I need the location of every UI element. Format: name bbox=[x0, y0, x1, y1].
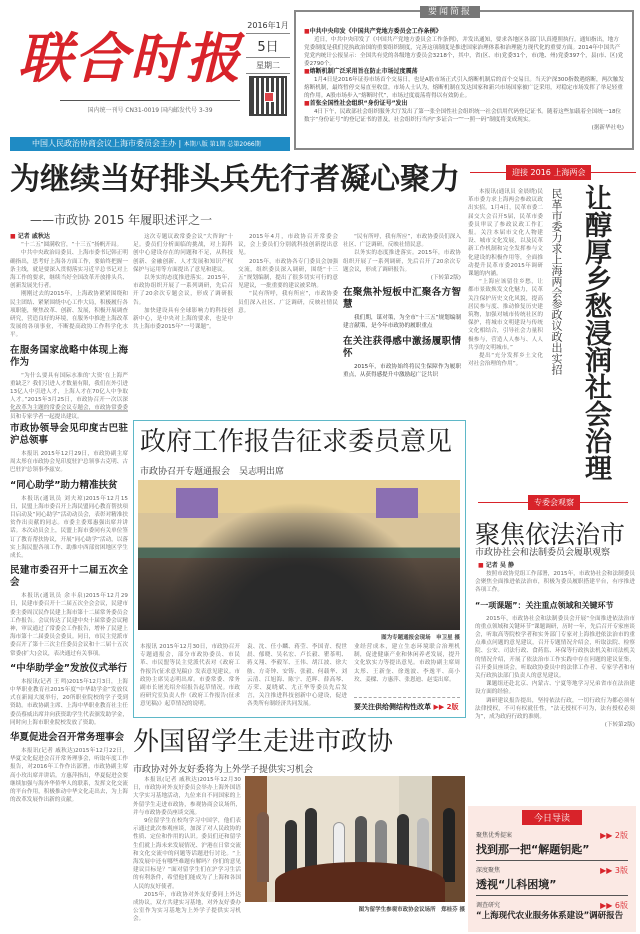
paragraph: 提出“充分发挥乡土文化对社会治理的作用”。 bbox=[468, 353, 543, 368]
left-story-body: 本报讯 2015年12月29日，市政协副主席周太彤在市政协会见印度驻沪总领事古克明、古巴驻沪总领事李兹安。 bbox=[10, 451, 128, 474]
see-more-link[interactable] bbox=[354, 697, 460, 712]
paragraph: 刚刚过去的2015年，上海政协紧紧围绕和民主团结、紧紧围绕中心工作大局，积极履行各项职能，聚焦改革、创新、发展，积极开展调查研究，营造良好的环境，在服务中推进上海改革发展的各项事业，不断提高政协工作科学化水平。 bbox=[10, 291, 128, 339]
paragraph: 中共中央政治局委员、上海市委书记韩正明确指出，思考好上海各方面工作，要始终把握一条主线，就是要深入贯彻落实习近平总书记对上海工作的要求，继续当好全国改革开放排头兵、创新发展先行者。 bbox=[10, 250, 128, 290]
left-story-title[interactable]: “同心助学”助力精准扶贫 bbox=[10, 479, 118, 491]
lead-subhead: 在服务国家战略中体现上海作为 bbox=[10, 344, 128, 368]
date-box bbox=[246, 18, 290, 74]
feature-body bbox=[468, 188, 543, 470]
news-body: 近日，中共中央印发了《中国共产党地方委员会工作条例》，并发出通知，要求各地区各部门认真遵照执行。通知指出，地方党委制度是我们党执政治国的重要组织制度，完善这项制度是推进国家治理体系和治理能力现代化的重要方面。2014年中国共产党党内统计公报显示：全国共有党的各级地方委员会3218个，其中，省(区、市)党委31个，市(地、州)党委397个，县(市、区)党委2790个。 bbox=[304, 37, 624, 67]
see-more-text: 要关注供给侧结构性改革 bbox=[354, 703, 431, 711]
news-heading[interactable]: ■ 熔断机制广泛采用旨在防止市场过度震荡 bbox=[304, 68, 624, 76]
page-ref: ▶▶ 6版 bbox=[600, 901, 628, 910]
guide-headline: 找到那一把“解题钥匙” bbox=[476, 843, 590, 856]
guide-kicker: 聚焦优秀提案 bbox=[476, 832, 513, 839]
students-photo bbox=[245, 776, 465, 902]
lead-subhead: 在关注获得感中激扬履职情怀 bbox=[343, 335, 461, 359]
weekday: 星期二 bbox=[246, 58, 290, 74]
date-day: 5日 bbox=[246, 34, 290, 58]
paragraph: “为什么要具有国际水准的‘大资’在上海严重缺乏？我们引进人才数量有限，我们在外引进13亿人中引进人才，上海人才在70亿人中争取人才。”2015年3月25日，市政协召开一次以深化改革为主题的常委会议专题会，市政协常委委员和专家学者一起提出建议。 bbox=[10, 372, 128, 420]
feature-vertical-title[interactable]: 让醇厚乡愁浸润社会治理 bbox=[580, 184, 611, 481]
paragraph: 这次专题议政常委会议“大咨询”十足。委员们分析面临的挑战，对上海科创中心建设存在的问题和不足，从科技创新、金融创新、人才发展和知识产权保护与运用等方面提出了意见和建议。 bbox=[133, 234, 233, 273]
date-year-month: 2016年1月 bbox=[246, 18, 290, 34]
lead-byline: ■ 记者 戚秋达 bbox=[10, 233, 128, 241]
gov-report-subtitle: 市政协召开专题通报会 吴志明出席 bbox=[140, 467, 285, 477]
gov-report-col-2: 袁、沈、任小麟、蒋莹、李国青、倪世晨、郁晓、吴名宏、卢长毅、瞿茶明、蒋义翔、李毅军、王伟、胡江波、徐大舫、方奇钟、安铸、张毅、何载华、刘云清、江旭海、陈宁、范晖、薛高琴、万荣、夏晓斌、尤正华等委员先后发言，关注推进科技创新中心建设，促进各类所有制经济共同发展。 bbox=[247, 644, 347, 708]
paragraph: 2015年，市政协各专门委员会加强交流，组织委员深入调研，围绕“十三五”规划编制，提出了很多切实可行的意见建议，一批重要的建议被采纳。 bbox=[238, 258, 338, 290]
guide-item[interactable] bbox=[476, 863, 628, 896]
left-story-title[interactable]: 华夏促进会召开常务理事会 bbox=[10, 732, 125, 744]
committee-subtitle: 市政协社会和法制委员会履职观察 bbox=[475, 548, 611, 558]
gov-report-col-3: 业经营成本，建立生态环境联合治理机制，促进健康产业和休闲养老发展，提升文化软实力等提出意见。市政协副主席周太彤、王新奎、徐逸波、李逸平、高小玫、姜樑、方惠萍、张恩迪、赵雯出席。 bbox=[354, 644, 460, 683]
paragraph: “民有所呼，我有所应”，市政协委员们深入社区、广泛调研，反映社情民意。 bbox=[238, 291, 338, 314]
lead-headline[interactable]: 为继续当好排头兵先行者凝心聚力 bbox=[10, 162, 460, 197]
left-story-body: 本报讯(通讯员 余丰泉)2015年12月29日，民建市委召开十二届五次全会会议，民建市委主委周汉民作民建上海市第十二届常务委员会工作报告。会议传达了民建中央十届常委会议精神，审议通过了常委会工作报告，增补了民建上海市第十二届委员会委员。同日，市民主党派市委召开了第十三次主任委员会议和十二届十五次常委(扩大)会议，表决通过有关事项。 bbox=[10, 593, 128, 657]
guide-title: 今日导读 bbox=[522, 810, 582, 825]
screen-image bbox=[376, 488, 418, 518]
screen-image bbox=[176, 488, 218, 518]
paragraph: 本报讯(通讯员 金晨晓)民革市委力求上海两会参政议政出实招。1月4日，民革市委二届交大会召开5届，民革市委委员审议了参政议政工作汇报。关注本届市文化人物建设、城市文化发展，以及民革新工作机制和完全发挥参与文化建设的积极作用等，全面推动提升民革市委2015年调研课题的内涵。 bbox=[468, 189, 543, 278]
students-body bbox=[133, 776, 241, 923]
paragraph: 加快建设具有全球影响力的科技创新中心，是中央对上海的要求，也是中共上海市委2015年“一号课题”。 bbox=[133, 307, 233, 331]
left-story-title[interactable]: 民建市委召开十二届五次全会 bbox=[10, 565, 128, 589]
lead-column-3 bbox=[238, 233, 338, 398]
left-story-body: 本报讯(通讯员 刘夫琼)2015年12月15日，民盟上海市委召开上海民盟同心教育帮扶项目启动及“同心助学”活动动员会，表彰对精准扶贫作出贡献的同志。市委主委郑惠强出席并讲话。本次动员会上，民盟上海市委同有关单位签订了教育帮扶协议，开展“同心助学”活动，以落实上海民盟各项工作、助推中西部贫困地区学生成长。 bbox=[10, 495, 128, 560]
lead-column-1 bbox=[10, 233, 128, 420]
page-ref: ▶▶ 3版 bbox=[600, 866, 628, 875]
news-body: 1月4日是2016年证券市场首个交易日，也是A股市场正式引入熔断机制后的首个交易日。当天沪深300指数遇熔断，两次触发熔断机制，最终暂停交易直至收盘。市场人士认为，熔断机制在发达国家和新兴市场国家被广泛采用，对稳定市场发挥了举足轻重的作用。A股市场步入“熔断时代”，市场过度震荡将得以有效防止。 bbox=[304, 77, 624, 99]
paragraph: 以务实的态度推进落实。2015年，市政协组织开展了一系列调研，先后召开了20余次专题会议，形成了调研报告。 bbox=[133, 275, 233, 306]
paragraph: 按照市政协党组工作部署，2015年，市政协社会和法制委员会聚焦全面推进依法治市，积极为委员履职搭建平台，有序推进各项工作。 bbox=[475, 571, 635, 594]
paragraph: “十二五”圆满收官，“十三五”扬帆开局。 bbox=[21, 242, 123, 249]
lead-subtitle: ——市政协 2015 年履职述评之一 bbox=[30, 213, 213, 227]
paragraph: 本报讯(记者 戚秋达)2015年12月30日，市政协对外友好委员会举办上海外国语大学实习基地活动，九位来自不同国家的上外留学生走进市政协，参观协商会议场所，并与市政协委员座谈交流。 bbox=[133, 777, 241, 816]
section-tag: 迎接 2016 上海两会 bbox=[506, 165, 591, 180]
left-news-column bbox=[10, 410, 128, 930]
news-brief-box bbox=[294, 7, 634, 150]
left-story-body: 本报讯(记者 王 鸣)2015年12月3日，上海中华职业教育社2015年度“中华助学金”发放仪式在新闻大厦举行，20所职业院校的学子受到资助。市政协副主席、上海中华职业教育社主任委员蔡威出席并向获资助学生代表颁发助学金，同时向上海市职业院校发放了资助。 bbox=[10, 678, 128, 726]
guide-item[interactable] bbox=[476, 828, 628, 861]
left-story-title[interactable]: 市政协领导会见印度古巴驻沪总领事 bbox=[10, 423, 128, 446]
paragraph: 调研建议报告提出，坚持依法行政，一切行政行为都必须有法律授权，不可有权就任性，“法无授权不可为，法有授权必须为”，成为政府行政的准则。 bbox=[475, 697, 635, 721]
guide-headline: 透视“儿科困境” bbox=[476, 878, 557, 891]
meeting-photo bbox=[138, 480, 460, 630]
newspaper-logo: 联合时报 bbox=[18, 26, 242, 90]
news-heading[interactable]: ■ 首张全国性社会组织“身份证号”发出 bbox=[304, 100, 624, 108]
feature-vertical-subtitle: 民革市委力求上海两会参政议政出实招 bbox=[550, 188, 563, 375]
sponsor-bar: 中国人民政治协商会议上海市委员会主办 | 本期八版 第1期 总第2066期 bbox=[10, 137, 290, 151]
gov-report-headline[interactable]: 政府工作报告征求委员意见 bbox=[140, 427, 453, 457]
today-guide-box bbox=[468, 806, 636, 932]
news-brief-title: 要闻简报 bbox=[420, 6, 480, 18]
paragraph: 2015年，市政协始终将民生保障作为履职重点，从获得感提升中激励起广泛共识 bbox=[343, 363, 461, 378]
page-ref: ▶▶ 2版 bbox=[433, 703, 459, 711]
photo-caption: 图为专题通报会现场 申卫星 摄 bbox=[381, 635, 460, 641]
paragraph: 2015年，市政协社会和法制委员会开展“全面推进依法治市的重点领域和关键环节”课题调研，历时一年，先后召开专家座谈会，听取高等院校学者和实务部门专家对上海推进依法治市的重点难点问题的意见建议，召开专题情况介绍会，听取法院、检察院、公安、司法行政、食药监、环保等行政执法机关和司法机关的情况介绍，开展了依法治市工作实践中存在问题的建议征集，召开委员座谈会，听取政协委员中的法律工作者、专家学者和有关行政执法部门负责人的意见建议。 bbox=[475, 615, 635, 680]
committee-byline: ■ 记者 吴 静 bbox=[478, 560, 514, 569]
paragraph: 我们期，谋对策，为全市“十三五”规划编制建言献策，是今年市政协的履职重点 bbox=[343, 315, 461, 330]
news-body: 4日下午，民政部社会组织服务大厅发出了第一张全国性社会组织统一社会信用代码登记证书。随着这些加载着全国统一18位数字“身份证号”的登记证书的普及，社会组织行当内“多证合一”“一照一码”制度将变成现实。 bbox=[304, 109, 622, 123]
sponsor: 中国人民政治协商会议上海市委员会主办 bbox=[32, 139, 176, 148]
left-story-title[interactable]: “中华助学金”发放仪式举行 bbox=[10, 662, 127, 674]
photo-caption: 图为留学生参观市政协会议场所 郑桂芬 摄 bbox=[358, 907, 465, 913]
guide-kicker: 调查研究 bbox=[476, 902, 501, 909]
lead-subhead: 在聚焦补短板中汇聚各方智慧 bbox=[343, 287, 461, 311]
paragraph: 9位留学生在校均学习中国学，他们表示通过此次参观座谈，加深了对人民政协的性质、定位和作用的认识。委员们还和留学生们就上海未来发展情况、沪港在日常交流和文化交流中的问题等话题进行讨论。“上海发展中还有哪些难题有解吗？你们的意见建议目标是？”面对留学生们在沪学习生活的有利条件，希望他们能成为了上海和各国人民的友好使者。 bbox=[133, 818, 241, 890]
qr-code-icon[interactable] bbox=[249, 76, 287, 116]
paragraph: 课题组还赴北京、内蒙古、宁夏等地学习兄弟省市在法治建设方面的经验。 bbox=[475, 681, 635, 696]
issn-info: 国内统一刊号 CN31-0019 国内邮发代号 3-39 bbox=[60, 100, 240, 114]
lead-column-2 bbox=[133, 233, 233, 398]
lead-column-4 bbox=[343, 233, 461, 398]
paragraph: “上海应该留住乡愁，让都市景致焕发文化魅力，民革关注保护历史文化风貌，提高居民参与度、推动修复历史建筑物，加强对城市传统社区的保护，将城市文明建设与传统文化相结合，引导社会力量积极参与，营造人人参与、人人共享的文明城市。” bbox=[468, 279, 543, 351]
left-story-body: 本报讯(记者 戚秋达)2015年12月22日，华夏文化促进会召开常务理事会，听取年度工作报告，对2016年工作作出部署。市政协副主席高小玫出席并讲话。方惠萍指出，华夏促进会要继续加强与海外华侨华人的联系，发挥文化交流的平台作用，积极推动中华文化走出去，为上海的改革发展作出新的贡献。 bbox=[10, 748, 128, 804]
paragraph: 2015年4月，市政协召开常委会议，会上委员们分别就科技创新提出意见。 bbox=[238, 234, 338, 257]
news-source: (据新华社电) bbox=[591, 125, 624, 131]
gov-report-col-1: 本报讯 2015年12月30日，市政协召开专题通报会，部分市政协委员、市民革、市民盟等民主党派代表对《政府工作报告(征求意见稿)》发表意见建议。市政协主席吴志明出席。市委常委、常务副市长屠光绍介绍报告起草情况。市政府研究室负责人作《政府工作报告(征求意见稿)》起草情况的说明。 bbox=[140, 644, 240, 708]
issue-info: 本期八版 第1期 总第2066期 bbox=[183, 141, 261, 148]
students-subtitle: 市政协对外友好委将为上外学子提供实习机会 bbox=[133, 765, 314, 775]
news-heading[interactable]: ■ 中共中央印发《中国共产党地方委员会工作条例》 bbox=[304, 28, 624, 36]
committee-body bbox=[475, 570, 635, 802]
students-headline[interactable]: 外国留学生走进市政协 bbox=[133, 727, 394, 757]
guide-item[interactable] bbox=[476, 898, 628, 925]
paragraph: 以务实的态度推进落实。2015年，市政协组织开展了一系列调研，先后召开了20余次专题会议，形成了调研报告。 bbox=[343, 250, 461, 273]
paragraph: 2015年，市政协对外友好委同上外达成协议，双方共建实习基地，对外友好委办公室作为实习基地为上外学子提供实习机会。 bbox=[133, 891, 241, 923]
guide-kicker: 深度聚焦 bbox=[476, 867, 501, 874]
continued-note: (下转第2版) bbox=[430, 275, 461, 282]
committee-subhead: “一项课题”：关注重点领域和关键环节 bbox=[475, 600, 614, 610]
page-ref: ▶▶ 2版 bbox=[600, 831, 628, 840]
guide-headline: “上海现代农业服务体系建设”调研报告 bbox=[476, 911, 624, 921]
committee-headline[interactable]: 聚焦依法治市 bbox=[475, 520, 626, 549]
section-tag: 专委会观察 bbox=[528, 495, 580, 510]
paragraph: “民有所呼，我有所应”，市政协委员们深入社区、广泛调研，反映社情民意。 bbox=[343, 234, 461, 249]
continued-note: (下转第2版) bbox=[604, 722, 635, 729]
